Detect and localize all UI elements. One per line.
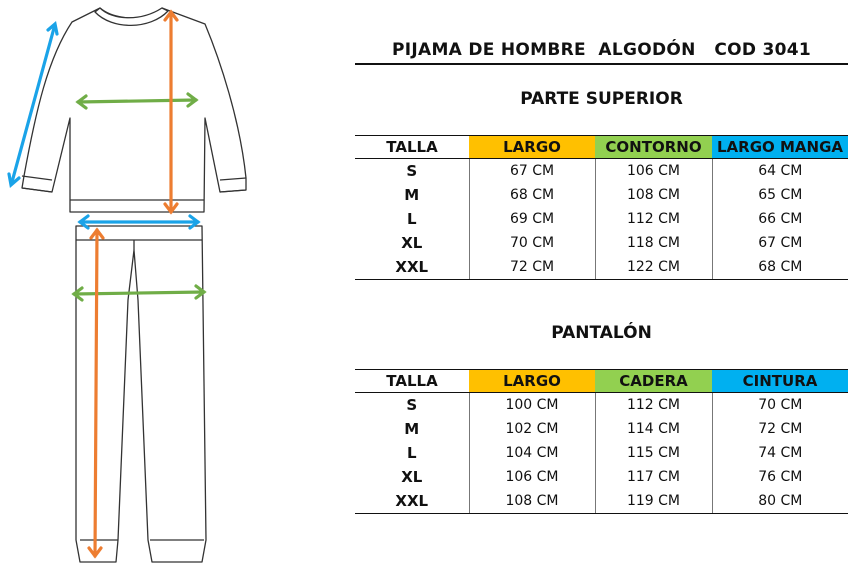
header-contorno: CONTORNO (595, 136, 712, 159)
table-row (355, 393, 848, 418)
value-cell: 67 CM (712, 231, 848, 255)
table-row (355, 441, 848, 465)
value-cell: 70 CM (469, 231, 595, 255)
table-row (355, 183, 848, 207)
value-cell: 108 CM (595, 183, 712, 207)
value-cell: 72 CM (712, 417, 848, 441)
value-cell: 117 CM (595, 465, 712, 489)
header-talla: TALLA (355, 370, 469, 393)
value-cell: 115 CM (595, 441, 712, 465)
value-cell: 72 CM (469, 255, 595, 280)
value-cell: 66 CM (712, 207, 848, 231)
pants-length-arrow (95, 230, 97, 556)
value-cell: 100 CM (469, 393, 595, 418)
value-cell: 112 CM (595, 393, 712, 418)
value-cell: 122 CM (595, 255, 712, 280)
hip-arrow (74, 292, 204, 294)
value-cell: 80 CM (712, 489, 848, 514)
value-cell: 64 CM (712, 159, 848, 184)
top-size-table (355, 135, 848, 280)
top-section-heading: PARTE SUPERIOR (520, 89, 683, 109)
size-cell: L (406, 210, 417, 228)
header-largo: LARGO (469, 136, 595, 159)
table-row (355, 417, 848, 441)
size-cell: S (406, 396, 418, 414)
table-row (355, 207, 848, 231)
chest-arrow (78, 100, 196, 102)
value-cell: 68 CM (469, 183, 595, 207)
size-cell: XXL (355, 489, 469, 514)
value-cell: 119 CM (595, 489, 712, 514)
value-cell: 104 CM (469, 441, 595, 465)
value-cell: 114 CM (595, 417, 712, 441)
value-cell: 65 CM (712, 183, 848, 207)
value-cell: 69 CM (469, 207, 595, 231)
table-row (355, 159, 848, 184)
document-title: PIJAMA DE HOMBRE ALGODÓN COD 3041 (355, 40, 848, 65)
header-cadera: CADERA (595, 370, 712, 393)
value-cell: 118 CM (595, 231, 712, 255)
size-cell: L (406, 444, 417, 462)
size-cell: XXL (355, 255, 469, 280)
value-cell: 70 CM (712, 393, 848, 418)
table-row (355, 255, 848, 280)
value-cell: 74 CM (712, 441, 848, 465)
table-row (355, 465, 848, 489)
header-cintura: CINTURA (712, 370, 848, 393)
size-cell: M (404, 420, 420, 438)
value-cell: 106 CM (595, 159, 712, 184)
table-header-row (355, 370, 848, 393)
value-cell: 102 CM (469, 417, 595, 441)
header-largo: LARGO (469, 370, 595, 393)
value-cell: 76 CM (712, 465, 848, 489)
shirt-outline (22, 8, 246, 212)
value-cell: 67 CM (469, 159, 595, 184)
header-largo-manga: LARGO MANGA (712, 136, 848, 159)
header-talla: TALLA (355, 136, 469, 159)
value-cell: 108 CM (469, 489, 595, 514)
value-cell: 106 CM (469, 465, 595, 489)
pants-size-table (355, 369, 848, 514)
table-row (355, 489, 848, 514)
size-cell: XL (401, 234, 423, 252)
value-cell: 68 CM (712, 255, 848, 280)
value-cell: 112 CM (595, 207, 712, 231)
pants-section-heading: PANTALÓN (551, 323, 652, 343)
size-cell: XL (401, 468, 423, 486)
size-cell: S (406, 162, 418, 180)
table-row (355, 231, 848, 255)
size-cell: M (404, 186, 420, 204)
pajama-illustration (0, 0, 250, 566)
table-header-row (355, 136, 848, 159)
